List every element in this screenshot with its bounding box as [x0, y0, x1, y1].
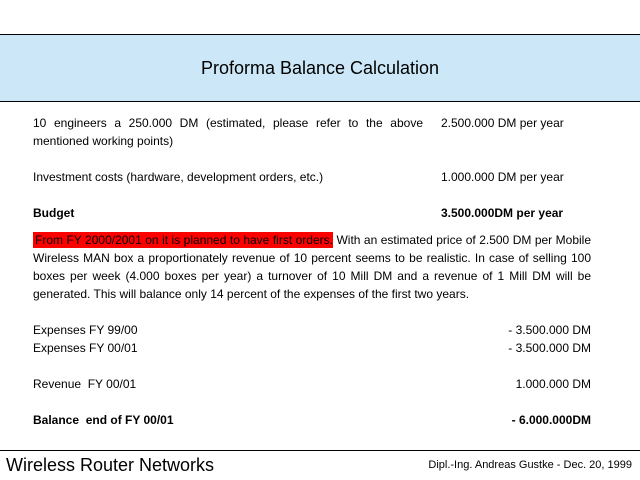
paragraph-text: With an estimated price of 2.500 DM per Mobile Wireless MAN box a proportionately revenue of 10 percent seems to be realistic. In case of selling 100 boxes per week (4.000 boxes per year) a turnover of 10 Mill DM and a revenue of 1 Mill DM will be generated. This will balance only 14 percent of the expenses of the first two years. [33, 233, 592, 301]
expenses-label: Expenses FY 99/00 [33, 323, 138, 337]
forecast-paragraph [33, 231, 591, 303]
footer-divider [0, 450, 640, 451]
slide-content [33, 114, 591, 429]
balance-label: Balance end of FY 00/01 [33, 413, 174, 427]
budget-label: Budget [33, 206, 75, 220]
revenue-value: 1.000.000 DM [515, 377, 591, 391]
title-bar [0, 34, 640, 102]
spacer [33, 222, 591, 231]
budget-value: 3.500.000DM per year [441, 206, 564, 220]
budget-row [33, 204, 591, 222]
spacer [33, 186, 591, 204]
spacer [33, 357, 591, 375]
cost-label: 10 engineers a 250.000 DM (estimated, please refer to the above mentioned working points) [33, 116, 423, 148]
expenses-row [33, 339, 591, 357]
revenue-row [33, 375, 591, 393]
cost-row-engineers [33, 114, 591, 168]
cost-value: 2.500.000 DM per year [441, 116, 564, 130]
footer-company: Wireless Router Networks [6, 455, 215, 475]
expenses-value: - 3.500.000 DM [508, 341, 591, 355]
spacer [33, 393, 591, 411]
balance-value: - 6.000.000DM [511, 413, 591, 427]
balance-row [33, 411, 591, 429]
cost-row-investment [33, 168, 591, 186]
highlighted-sentence: From FY 2000/2001 on it is planned to have first orders. [35, 233, 333, 247]
expenses-value: - 3.500.000 DM [508, 323, 591, 337]
revenue-label: Revenue FY 00/01 [33, 377, 137, 391]
cost-value: 1.000.000 DM per year [441, 170, 564, 184]
expenses-label: Expenses FY 00/01 [33, 341, 138, 355]
cost-label: Investment costs (hardware, development orders, etc.) [33, 170, 324, 184]
spacer [33, 303, 591, 321]
footer-author-date: Dipl.-Ing. Andreas Gustke - Dec. 20, 1999 [428, 459, 632, 471]
expenses-row [33, 321, 591, 339]
slide-title: Proforma Balance Calculation [200, 58, 440, 78]
